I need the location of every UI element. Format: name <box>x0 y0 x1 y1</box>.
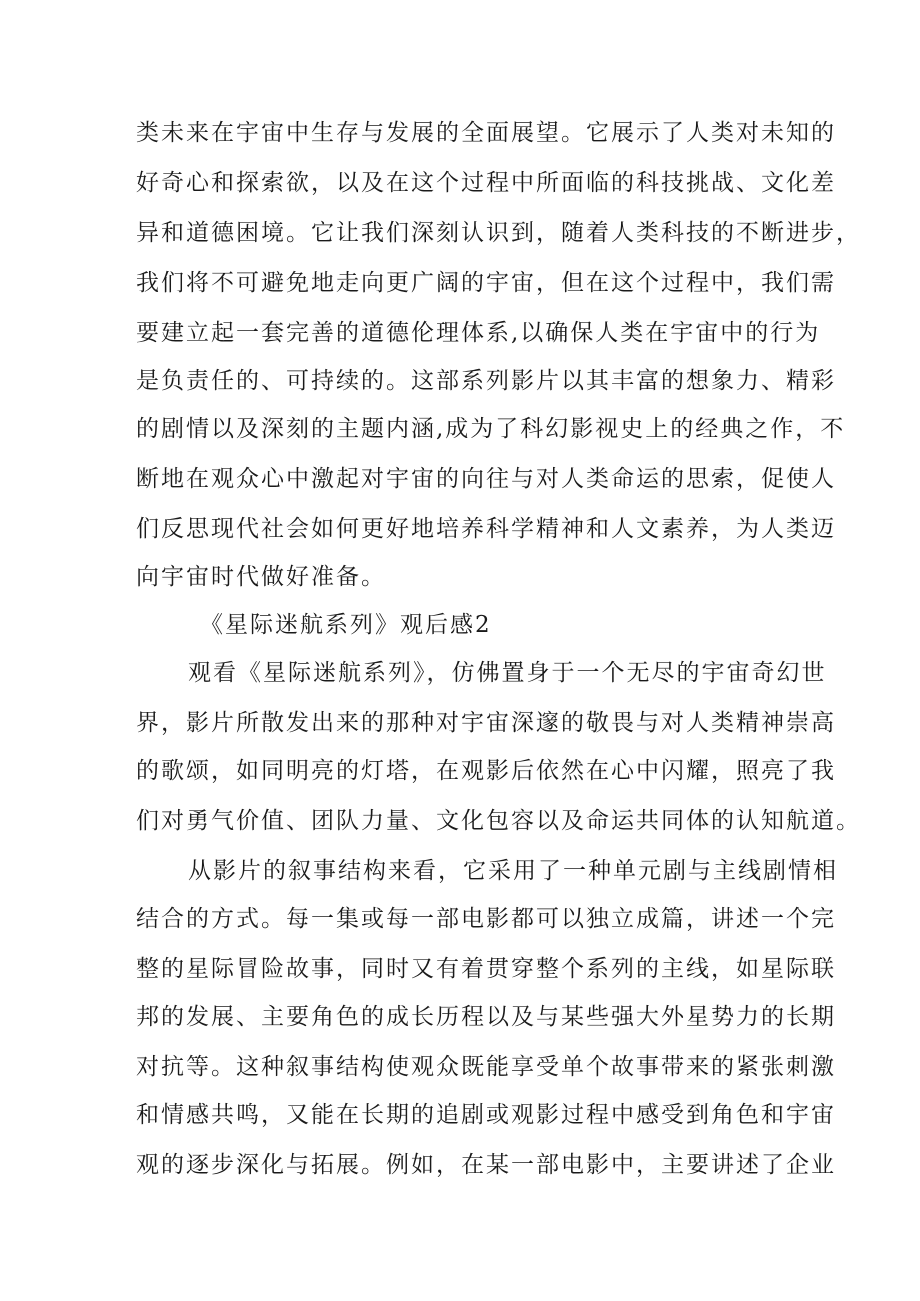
text-line: 们对勇气价值、团队力量、文化包容以及命运共同体的认知航道。 <box>136 808 861 834</box>
section-heading: 《星际迷航系列》观后感2 <box>200 612 492 638</box>
text-line: 从影片的叙事结构来看，它采用了一种单元剧与主线剧情相 <box>188 858 838 884</box>
text-line: 要建立起一套完善的道德伦理体系,以确保人类在宇宙中的行为 <box>136 320 821 346</box>
text-line: 和情感共鸣，又能在长期的追剧或观影过程中感受到角色和宇宙 <box>136 1102 836 1128</box>
text-line: 邦的发展、主要角色的成长历程以及与某些强大外星势力的长期 <box>136 1004 836 1030</box>
text-line: 我们将不可避免地走向更广阔的宇宙，但在这个过程中，我们需 <box>136 270 836 296</box>
text-line: 的剧情以及深刻的主题内涵,成为了科幻影视史上的经典之作，不 <box>136 416 846 442</box>
text-line: 向宇宙时代做好准备。 <box>136 564 386 590</box>
text-line: 整的星际冒险故事，同时又有着贯穿整个系列的主线，如星际联 <box>136 956 836 982</box>
text-line: 断地在观众心中激起对宇宙的向往与对人类命运的思索，促使人 <box>136 466 836 492</box>
text-line: 观的逐步深化与拓展。例如，在某一部电影中，主要讲述了企业 <box>136 1152 836 1178</box>
text-line: 类未来在宇宙中生存与发展的全面展望。它展示了人类对未知的 <box>136 120 836 146</box>
text-line: 结合的方式。每一集或每一部电影都可以独立成篇，讲述一个完 <box>136 906 836 932</box>
text-line: 对抗等。这种叙事结构使观众既能享受单个故事带来的紧张刺激 <box>136 1054 836 1080</box>
text-line: 界，影片所散发出来的那种对宇宙深邃的敬畏与对人类精神崇高 <box>136 710 836 736</box>
text-line: 异和道德困境。它让我们深刻认识到，随着人类科技的不断进步， <box>136 220 861 246</box>
text-line: 的歌颂，如同明亮的灯塔，在观影后依然在心中闪耀，照亮了我 <box>136 758 836 784</box>
text-line: 观看《星际迷航系列》，仿佛置身于一个无尽的宇宙奇幻世 <box>188 660 827 686</box>
text-line: 是负责任的、可持续的。这部系列影片以其丰富的想象力、精彩 <box>136 368 836 394</box>
text-line: 们反思现代社会如何更好地培养科学精神和人文素养，为人类迈 <box>136 516 836 542</box>
text-line: 好奇心和探索欲，以及在这个过程中所面临的科技挑战、文化差 <box>136 170 836 196</box>
